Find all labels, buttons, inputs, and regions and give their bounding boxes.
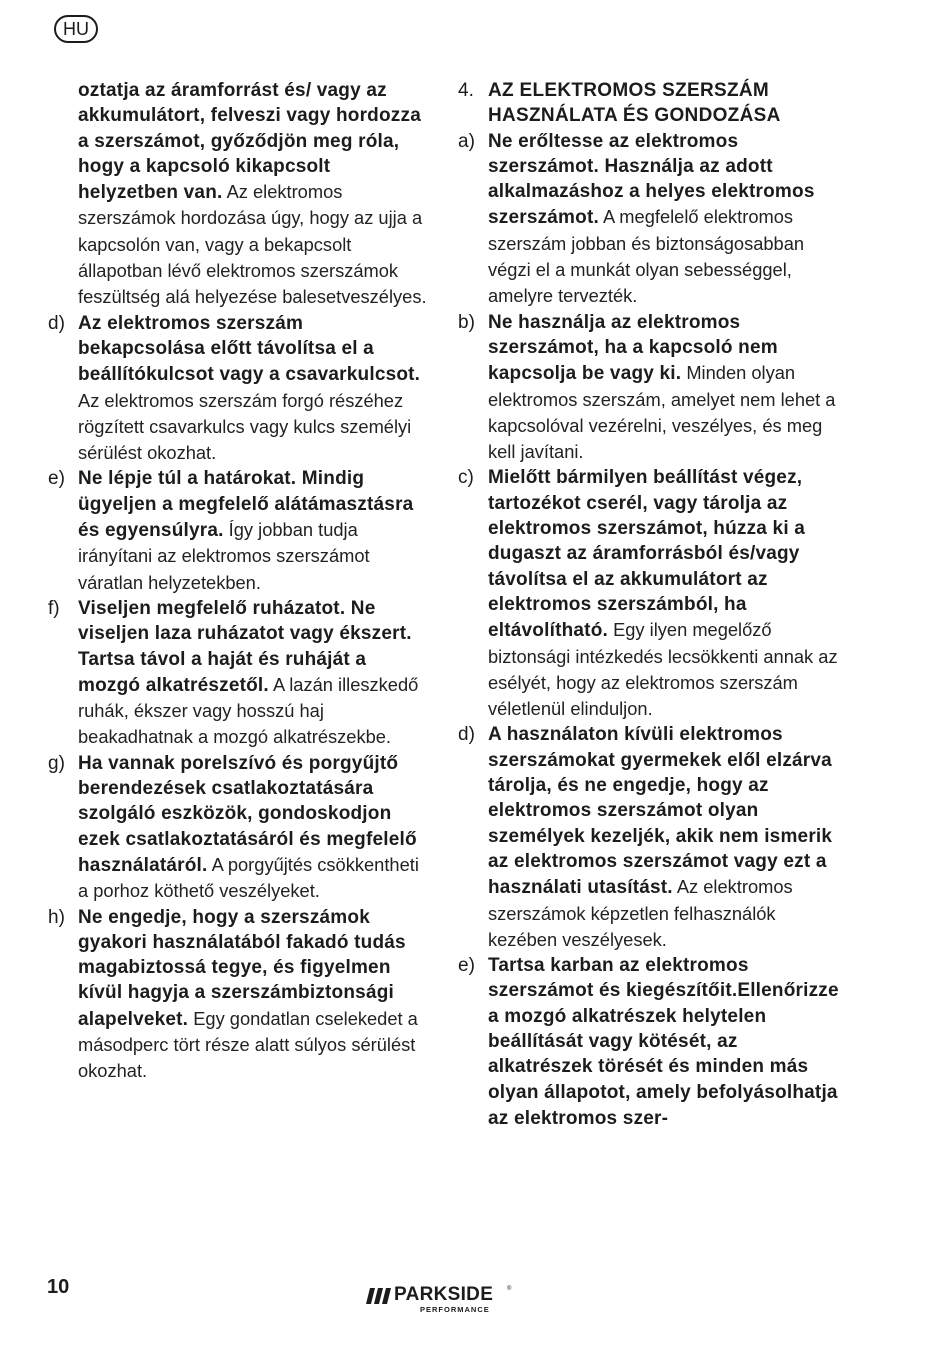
list-item (458, 129, 840, 310)
item-body-text: Egy gondatlan cselekedet a másodperc tört része alatt súlyos sérülést okozhat. (78, 1007, 418, 1082)
left-column (48, 78, 430, 1085)
registered-mark: ® (507, 1286, 512, 1292)
section-heading (458, 78, 840, 129)
item-body-text: Az elektromos szerszám forgó részéhez rögzített csavarkulcs vagy kulcs személyi sérülést okozhat. (78, 389, 412, 464)
item-marker: c) (458, 467, 474, 489)
item-bold-text: Mielőtt bármilyen beállítást végez, tartozékot cserél, vagy tárolja az elektromos szerszámot, húzza ki a dugaszt az áramforrásból és/vagy távolítsa el az akkumulátort az elektromos szerszámból, ha eltávolítható. (488, 467, 806, 642)
item-bold-text: Ne engedje, hogy a szerszámok gyakori használatából fakadó tudás magabiztossá tegye, és figyelmen kívül hagyja a szerszámbiztonsági alapelveket. (78, 906, 406, 1030)
parkside-logo (366, 1286, 516, 1320)
right-column (458, 78, 840, 1131)
item-body-text: Az elektromos szerszámok képzetlen felhasználók kezében veszélyesek. (488, 876, 793, 950)
list-item (48, 751, 430, 905)
brand-name: PARKSIDE (394, 1284, 494, 1305)
list-item (458, 953, 840, 1131)
item-marker: g) (48, 752, 65, 774)
list-item (48, 466, 430, 595)
item-body-text: Az elektromos szerszámok hordozása úgy, hogy az ujja a kapcsolón van, vagy a bekapcsolt állapotban lévő elektromos szerszámok feszültség alá helyezése balesetveszélyes. (78, 181, 427, 308)
item-body-text: A megfelelő elektromos szerszám jobban és biztonságosabban végzi el a munkát olyan sebességgel, amelyre tervezték. (488, 206, 805, 307)
item-marker: e) (458, 955, 475, 977)
item-bold-text: Tartsa karban az elektromos szerszámot és kiegészítőit.Ellenőrizze a mozgó alkatrészek helytelen beállítását vagy kötését, az alkatrészek törését és minden más olyan állapotot, amely befolyásolhatja az elektromos szer- (488, 955, 839, 1129)
item-body-text: Így jobban tudja irányítani az elektromos szerszámot váratlan helyzetekben. (78, 519, 370, 593)
list-item (48, 311, 430, 467)
page-number: 10 (47, 1276, 70, 1298)
item-bold-text: Ha vannak porelszívó és porgyűjtő berendezések csatlakoztatására szolgáló eszközök, gondoskodjon ezek csatlakoztatásáról és megfelelő használatáról. (78, 752, 417, 876)
item-bold-text: A használaton kívüli elektromos szerszámokat gyermekek elől elzárva tárolja, és ne engedje, hogy az elektromos szerszámot olyan személyek kezeljék, akik nem ismerik az elektromos szerszámot vagy ezt a használati utasítást. (488, 724, 833, 899)
item-bold-text: Viseljen megfelelő ruházatot. Ne viseljen laza ruházatot vagy ékszert. Tartsa távol a haját és ruháját a mozgó alkatrészetől. (78, 597, 412, 696)
list-item (48, 596, 430, 751)
item-body-text: A lazán illeszkedő ruhák, ékszer vagy hosszú haj beakadhatnak a mozgó alkatrészekbe. (78, 673, 419, 748)
logo-stripes-icon (366, 1286, 392, 1306)
item-bold-text: oztatja az áramforrást és/ vagy az akkumulátort, felveszi vagy hordozza a szerszámot, győződjön meg róla, hogy a kapcsoló kikapcsolt helyzetben van. (78, 80, 421, 204)
item-bold-text: Ne használja az elektromos szerszámot, ha a kapcsoló nem kapcsolja be vagy ki. (488, 311, 778, 385)
list-item (458, 465, 840, 722)
list-item (458, 722, 840, 953)
item-bold-text: Ne lépje túl a határokat. Mindig ügyeljen a megfelelő alátámasztásra és egyensúlyra. (78, 468, 414, 542)
item-marker: h) (48, 906, 65, 928)
item-body-text: A porgyűjtés csökkentheti a porhoz köthető veszélyeket. (78, 853, 419, 902)
item-bold-text: Az elektromos szerszám bekapcsolása előtt távolítsa el a beállítókulcsot vagy a csavarkulcsot. (78, 312, 421, 386)
item-bold-text: Ne erőltesse az elektromos szerszámot. Használja az adott alkalmazáshoz a helyes elektromos szerszámot. (488, 130, 815, 229)
list-item (458, 310, 840, 466)
language-badge: HU (54, 15, 98, 43)
item-body-text: Minden olyan elektromos szerszám, amelyet nem lehet a kapcsolóval vezérelni, veszélyes, és meg kell javítani. (488, 362, 836, 463)
item-marker: d) (458, 724, 475, 746)
brand-subtitle: PERFORMANCE (420, 1305, 490, 1314)
list-item (48, 78, 430, 311)
section-title: AZ ELEKTROMOS SZERSZÁM HASZNÁLATA ÉS GONDOZÁSA (488, 80, 781, 127)
item-marker: a) (458, 130, 475, 152)
item-body-text: Egy ilyen megelőző biztonsági intézkedés lecsökkenti annak az esélyét, hogy az elektromos szerszám véletlenül elinduljon. (488, 619, 838, 720)
section-number: 4. (458, 80, 474, 101)
item-marker: e) (48, 468, 65, 490)
item-marker: f) (48, 597, 60, 619)
item-marker: d) (48, 312, 65, 334)
list-item (48, 905, 430, 1085)
item-marker: b) (458, 311, 475, 333)
